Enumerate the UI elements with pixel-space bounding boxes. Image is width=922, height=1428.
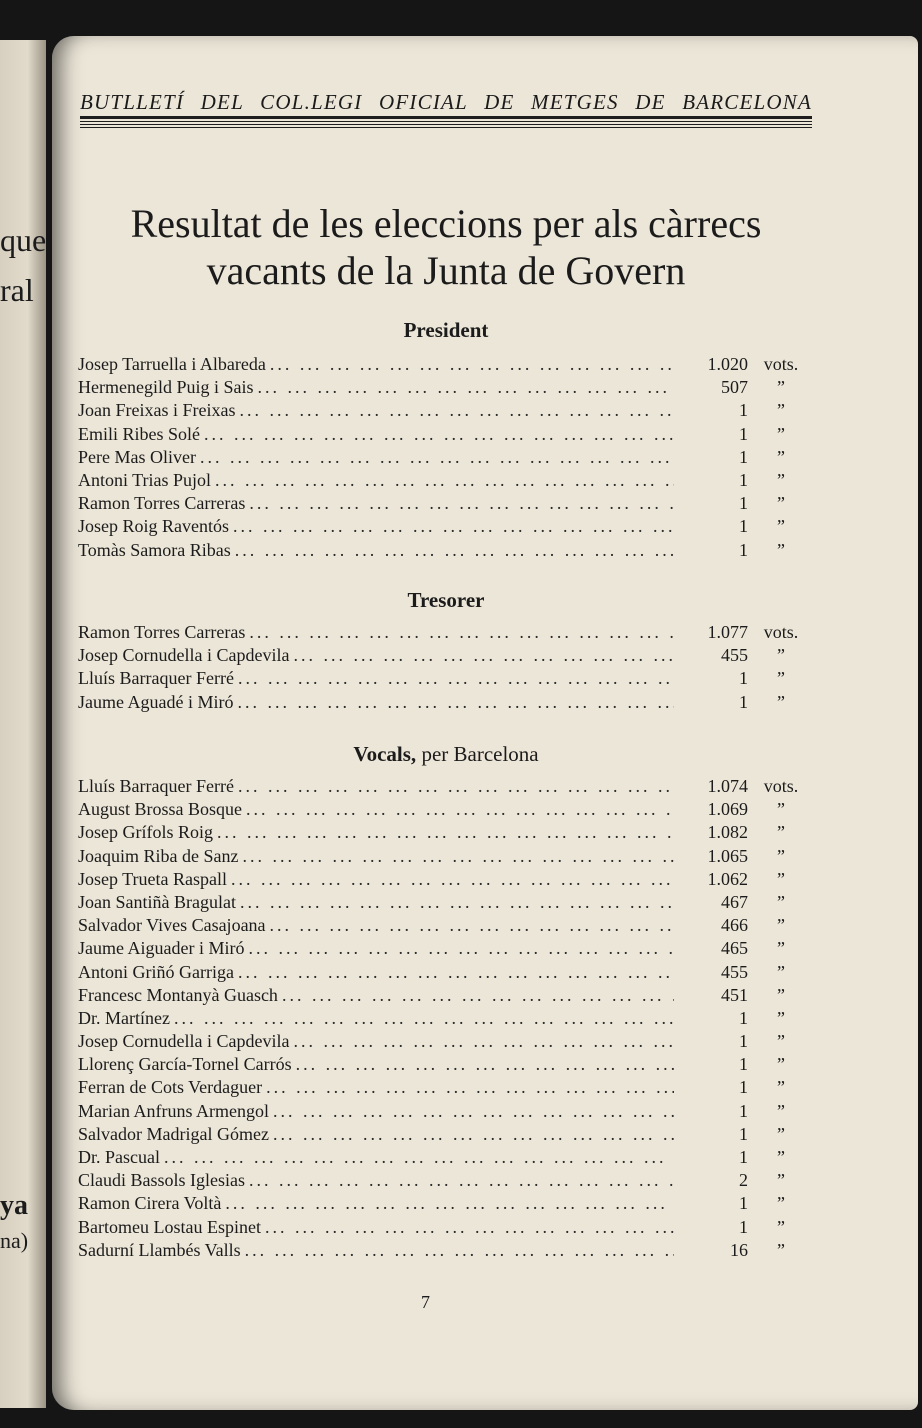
candidate-name: Josep Grífols Roig	[78, 822, 213, 843]
vote-unit: ”	[777, 423, 785, 444]
vote-count: 1	[739, 1054, 748, 1075]
tresorer-results	[78, 622, 814, 715]
vote-unit: ”	[777, 400, 785, 421]
president-results	[78, 354, 814, 563]
dot-leader	[174, 1008, 674, 1029]
result-row	[78, 516, 814, 539]
candidate-name: Sadurní Llambés Valls	[78, 1239, 241, 1260]
dot-leader	[200, 447, 674, 468]
dot-leader	[240, 892, 674, 913]
vote-count: 1	[739, 423, 748, 444]
vote-count: 1	[739, 1031, 748, 1052]
candidate-name: Salvador Madrigal Gómez	[78, 1123, 269, 1144]
candidate-name: Emili Ribes Solé	[78, 423, 201, 444]
result-row	[78, 1101, 814, 1124]
vote-unit: ”	[777, 822, 785, 843]
vote-count: 467	[721, 891, 748, 912]
dot-leader	[235, 540, 674, 561]
result-row	[78, 846, 814, 869]
dot-leader	[233, 516, 674, 537]
vote-count: 1	[739, 493, 748, 514]
candidate-name: Ferran de Cots Verdaguer	[78, 1077, 263, 1098]
result-row	[78, 1008, 814, 1031]
facing-page-fragment: na)	[0, 1228, 29, 1253]
vote-count: 1	[739, 1077, 748, 1098]
vote-unit: ”	[777, 1123, 785, 1144]
dot-leader	[293, 645, 674, 666]
article-title	[74, 200, 818, 294]
vote-count: 1.077	[707, 622, 748, 642]
candidate-name: Jaume Aguadé i Miró	[78, 691, 234, 712]
candidate-name: Dr. Martínez	[78, 1007, 170, 1028]
result-row	[78, 892, 814, 915]
vote-unit: ”	[777, 645, 785, 666]
result-row	[78, 692, 814, 715]
vote-unit: ”	[777, 915, 785, 936]
candidate-name: Joan Freixas i Freixas	[78, 400, 236, 421]
vote-count: 1	[739, 1100, 748, 1121]
vote-count: 1.065	[707, 845, 748, 866]
vote-count: 465	[721, 938, 748, 959]
facing-page-edge	[0, 40, 46, 1408]
vote-unit: ”	[777, 1216, 785, 1237]
vote-unit: ”	[777, 984, 785, 1005]
result-row	[78, 354, 814, 377]
vote-unit: ”	[777, 539, 785, 560]
candidate-name: Josep Trueta Raspall	[78, 868, 228, 889]
result-row	[78, 377, 814, 400]
candidate-name: August Brossa Bosque	[78, 799, 243, 820]
header-rule	[80, 121, 812, 122]
vote-count: 1	[739, 1193, 748, 1214]
article-title-line: vacants de la Junta de Govern	[206, 248, 686, 293]
result-row	[78, 1054, 814, 1077]
candidate-name: Hermenegild Puig i Sais	[78, 377, 254, 398]
header-rule	[80, 124, 812, 125]
dot-leader	[265, 1217, 674, 1238]
dot-leader	[225, 1193, 674, 1214]
dot-leader	[266, 1077, 674, 1098]
dot-leader	[273, 1124, 674, 1145]
candidate-name: Joan Santiñà Bragulat	[78, 891, 236, 912]
vote-unit: ”	[777, 868, 785, 889]
dot-leader	[249, 493, 674, 514]
result-row	[78, 962, 814, 985]
vote-count: 1	[739, 668, 748, 689]
dot-leader	[246, 799, 674, 820]
dot-leader	[249, 622, 674, 643]
vote-unit: ”	[777, 799, 785, 820]
candidate-name: Josep Tarruella i Albareda	[78, 354, 266, 374]
vote-count: 1	[739, 1147, 748, 1167]
candidate-name: Salvador Vives Casajoana	[78, 915, 266, 936]
facing-page-fragment: ral	[0, 272, 34, 308]
vote-count: 1.062	[707, 868, 748, 889]
vote-unit: ”	[777, 1100, 785, 1121]
result-row	[78, 1240, 814, 1263]
vote-count: 1	[739, 1216, 748, 1237]
result-row	[78, 1147, 814, 1170]
vote-count: 1	[739, 691, 748, 712]
vote-count: 1.020	[707, 354, 748, 374]
vote-unit: ”	[777, 1170, 785, 1191]
result-row	[78, 622, 814, 645]
result-row	[78, 1031, 814, 1054]
dot-leader	[296, 1054, 674, 1075]
result-row	[78, 645, 814, 668]
result-row	[78, 470, 814, 493]
vote-unit: ”	[777, 1054, 785, 1075]
dot-leader	[270, 915, 674, 936]
dot-leader	[238, 962, 674, 983]
vote-count: 1	[739, 400, 748, 421]
dot-leader	[238, 776, 674, 797]
vote-count: 1.074	[707, 776, 748, 796]
vote-count: 1	[739, 446, 748, 467]
result-row	[78, 1077, 814, 1100]
dot-leader	[217, 822, 674, 843]
candidate-name: Francesc Montanyà Guasch	[78, 984, 278, 1005]
vote-unit: ”	[777, 1077, 785, 1098]
candidate-name: Ramon Torres Carreras	[78, 622, 246, 642]
vote-unit: ”	[777, 1147, 785, 1167]
result-row	[78, 447, 814, 470]
dot-leader	[237, 692, 674, 713]
candidate-name: Tomàs Samora Ribas	[78, 539, 231, 560]
candidate-name: Joaquim Riba de Sanz	[78, 845, 239, 866]
header-rule	[80, 127, 812, 128]
dot-leader	[249, 1170, 674, 1191]
dot-leader	[257, 377, 674, 398]
vote-count: 455	[721, 961, 748, 982]
dot-leader	[282, 985, 674, 1006]
candidate-name: Antoni Griñó Garriga	[78, 961, 234, 982]
dot-leader	[215, 470, 674, 491]
vote-count: 455	[721, 645, 748, 666]
candidate-name: Antoni Trias Pujol	[78, 469, 212, 490]
dot-leader	[273, 1101, 674, 1122]
dot-leader	[242, 846, 674, 867]
candidate-name: Josep Cornudella i Capdevila	[78, 645, 290, 666]
vote-unit: ”	[777, 668, 785, 689]
candidate-name: Josep Roig Raventós	[78, 516, 229, 537]
result-row	[78, 1193, 814, 1216]
vote-count: 16	[730, 1239, 748, 1260]
vocals-results	[78, 776, 814, 1263]
section-heading-tresorer: Tresorer	[407, 588, 485, 612]
result-row	[78, 822, 814, 845]
vote-unit: ”	[777, 1031, 785, 1052]
vote-unit: ”	[777, 1239, 785, 1260]
dot-leader	[239, 400, 674, 421]
vote-unit: ”	[777, 845, 785, 866]
vote-count: 1	[739, 516, 748, 537]
candidate-name: Josep Cornudella i Capdevila	[78, 1031, 290, 1052]
vote-unit: ”	[777, 469, 785, 490]
vote-unit: ”	[777, 961, 785, 982]
candidate-name: Lluís Barraquer Ferré	[78, 668, 234, 689]
candidate-name: Ramon Torres Carreras	[78, 493, 246, 514]
dot-leader	[248, 938, 674, 959]
dot-leader	[204, 424, 674, 445]
result-row	[78, 799, 814, 822]
section-heading-vocals	[80, 742, 812, 767]
vote-count: 451	[721, 984, 748, 1005]
dot-leader	[164, 1147, 674, 1168]
result-row	[78, 776, 814, 799]
vote-unit: ”	[777, 891, 785, 912]
candidate-name: Marian Anfruns Armengol	[78, 1100, 269, 1121]
candidate-name: Pere Mas Oliver	[78, 446, 196, 467]
section-heading-vocals-sub: per Barcelona	[421, 742, 539, 766]
result-row	[78, 493, 814, 516]
vote-count: 1	[739, 1123, 748, 1144]
dot-leader	[270, 354, 674, 375]
candidate-name: Jaume Aiguader i Miró	[78, 938, 245, 959]
vote-count: 1.082	[707, 822, 748, 843]
result-row	[78, 1124, 814, 1147]
candidate-name: Lluís Barraquer Ferré	[78, 776, 234, 796]
vote-count: 1	[739, 539, 748, 560]
result-row	[78, 424, 814, 447]
result-row	[78, 915, 814, 938]
result-row	[78, 400, 814, 423]
vote-unit: ”	[777, 938, 785, 959]
candidate-name: Llorenç García-Tornel Carrós	[78, 1054, 292, 1075]
result-row	[78, 540, 814, 563]
dot-leader	[231, 869, 674, 890]
running-header: BUTLLETÍ DEL COL.LEGI OFICIAL DE METGES DE BARCELONA	[80, 90, 812, 114]
result-row	[78, 1217, 814, 1240]
vote-unit: ”	[777, 1193, 785, 1214]
dot-leader	[245, 1240, 674, 1261]
vote-unit: ”	[777, 691, 785, 712]
vote-count: 1	[739, 469, 748, 490]
facing-page-fragment: que	[0, 222, 46, 258]
section-heading-vocals-title: Vocals,	[353, 742, 417, 766]
vote-unit: vots.	[763, 354, 799, 374]
candidate-name: Dr. Pascual	[78, 1147, 160, 1167]
vote-count: 507	[721, 377, 748, 398]
vote-unit: ”	[777, 446, 785, 467]
facing-page-fragment: ya	[0, 1190, 28, 1221]
vote-count: 1.069	[707, 799, 748, 820]
vote-unit: ”	[777, 493, 785, 514]
page-number: 7	[421, 1292, 430, 1312]
candidate-name: Claudi Bassols Iglesias	[78, 1170, 245, 1191]
vote-unit: vots.	[763, 776, 799, 796]
section-heading-president: President	[403, 318, 489, 342]
vote-count: 466	[721, 915, 748, 936]
result-row	[78, 985, 814, 1008]
vote-count: 1	[739, 1007, 748, 1028]
dot-leader	[293, 1031, 674, 1052]
result-row	[78, 869, 814, 892]
candidate-name: Bartomeu Lostau Espinet	[78, 1216, 261, 1237]
dot-leader	[238, 668, 674, 689]
vote-unit: ”	[777, 516, 785, 537]
vote-unit: vots.	[763, 622, 799, 642]
candidate-name: Ramon Cirera Voltà	[78, 1193, 222, 1214]
vote-count: 2	[739, 1170, 748, 1191]
header-rule	[80, 116, 812, 119]
vote-unit: ”	[777, 377, 785, 398]
vote-unit: ”	[777, 1007, 785, 1028]
result-row	[78, 1170, 814, 1193]
article-title-line: Resultat de les eleccions per als càrrecs	[130, 201, 762, 246]
result-row	[78, 938, 814, 961]
result-row	[78, 668, 814, 691]
